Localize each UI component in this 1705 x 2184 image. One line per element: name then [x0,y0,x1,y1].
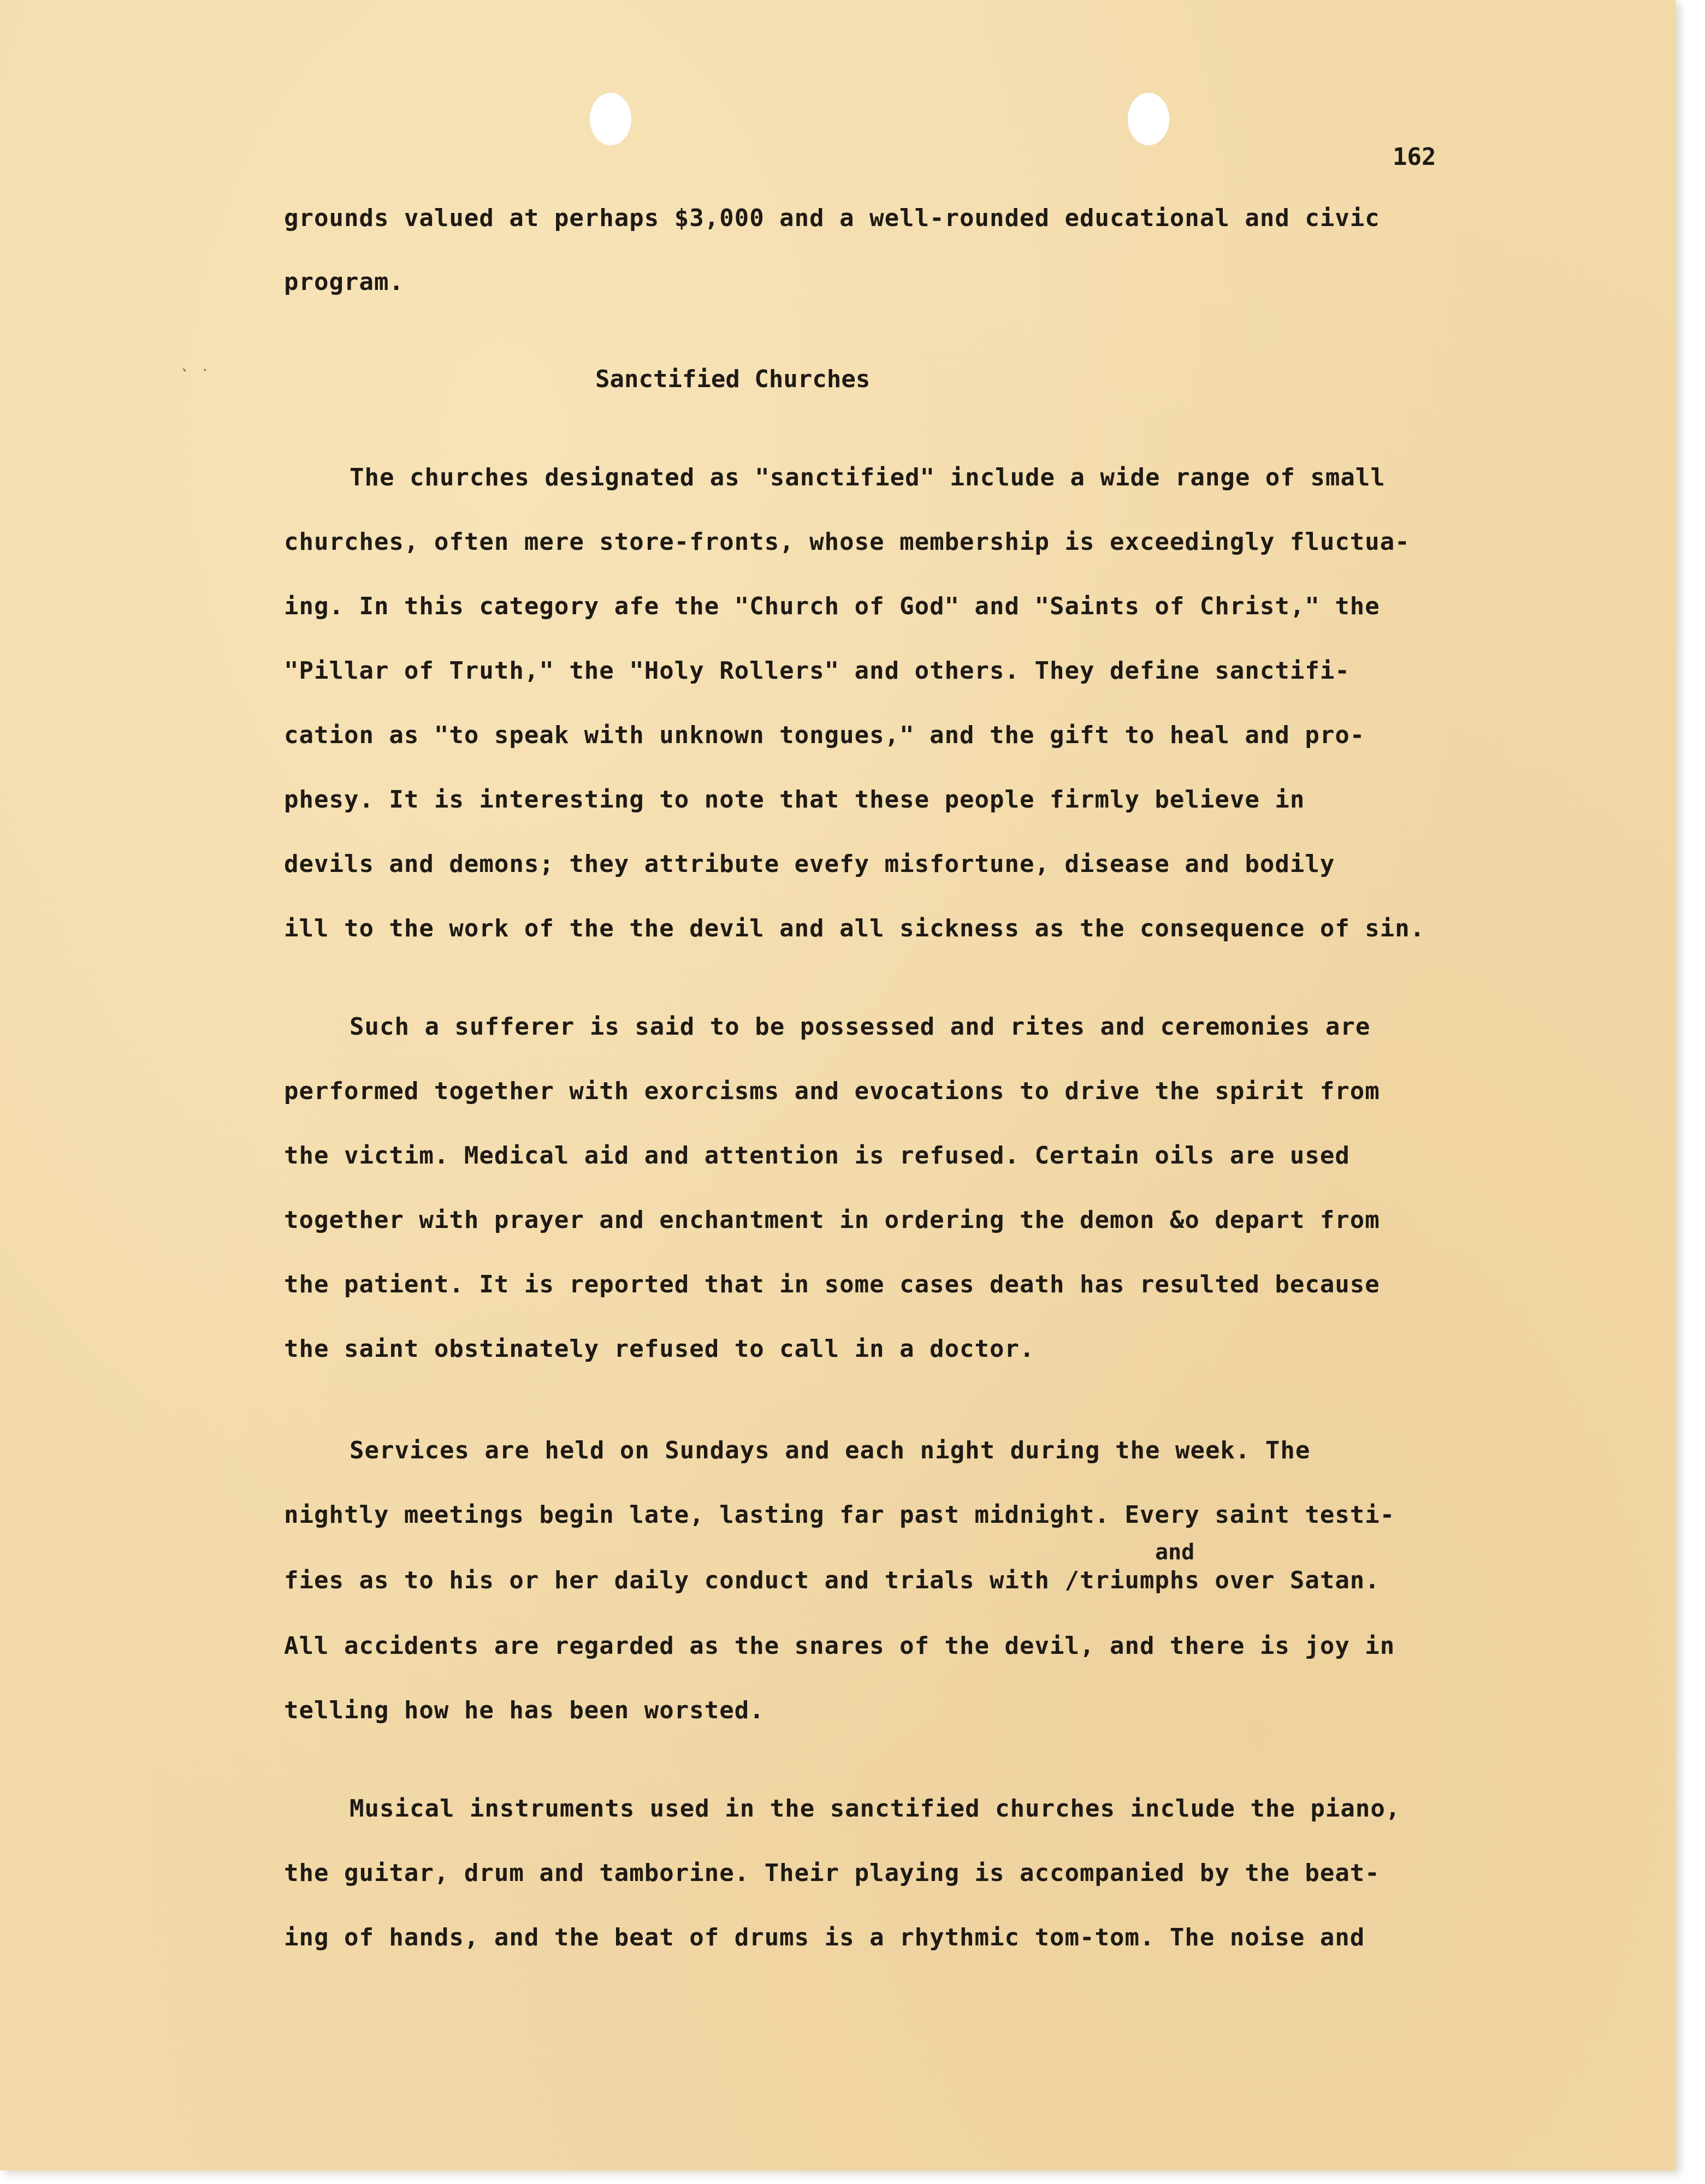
text-line: The churches designated as "sanctified" include a wide range of small [350,464,1386,491]
section-heading: Sanctified Churches [595,365,871,393]
text-line: the patient. It is reported that in some cases death has resulted because [284,1271,1380,1298]
text-line: ill to the work of the the devil and all sickness as the consequence of sin. [284,915,1425,942]
text-line: the victim. Medical aid and attention is refused. Certain oils are used [284,1142,1350,1170]
text-line: churches, often mere store-fronts, whose membership is exceedingly fluctua- [284,528,1410,556]
text-line: ing of hands, and the beat of drums is a rhythmic tom-tom. The noise and [284,1924,1365,1951]
text-line: Musical instruments used in the sanctified churches include the piano, [350,1795,1401,1823]
text-line: phesy. It is interesting to note that these people firmly believe in [284,786,1305,814]
text-line: ing. In this category afe the "Church of God" and "Saints of Christ," the [284,592,1380,620]
text-line: All accidents are regarded as the snares of the devil, and there is joy in [284,1632,1395,1660]
text-line: Services are held on Sundays and each night during the week. The [350,1437,1311,1464]
text-line: grounds valued at perhaps $3,000 and a well-rounded educational and civic [284,204,1380,232]
text-line: nightly meetings begin late, lasting far past midnight. Every saint testi- [284,1501,1395,1529]
text-line: Such a sufferer is said to be possessed and rites and ceremonies are [350,1013,1371,1041]
punch-hole-right [1128,93,1169,145]
text-line: performed together with exorcisms and evocations to drive the spirit from [284,1077,1380,1105]
handwritten-insertion: and [1155,1540,1195,1565]
text-line: together with prayer and enchantment in ordering the demon &o depart from [284,1206,1380,1234]
text-line: the saint obstinately refused to call in a doctor. [284,1335,1035,1363]
text-line: program. [284,268,404,296]
text-line: telling how he has been worsted. [284,1696,765,1724]
text-line: cation as "to speak with unknown tongues," and the gift to heal and pro- [284,721,1365,749]
text-line: the guitar, drum and tamborine. Their playing is accompanied by the beat- [284,1859,1380,1887]
margin-mark: ` ˙ [180,367,210,386]
page-number: 162 [1393,143,1436,171]
text-line: "Pillar of Truth," the "Holy Rollers" and others. They define sanctifi- [284,657,1350,685]
text-line: fies as to his or her daily conduct and trials with /triumphs over Satan. [284,1566,1380,1594]
punch-hole-left [590,93,631,145]
text-line: devils and demons; they attribute evefy misfortune, disease and bodily [284,850,1335,878]
